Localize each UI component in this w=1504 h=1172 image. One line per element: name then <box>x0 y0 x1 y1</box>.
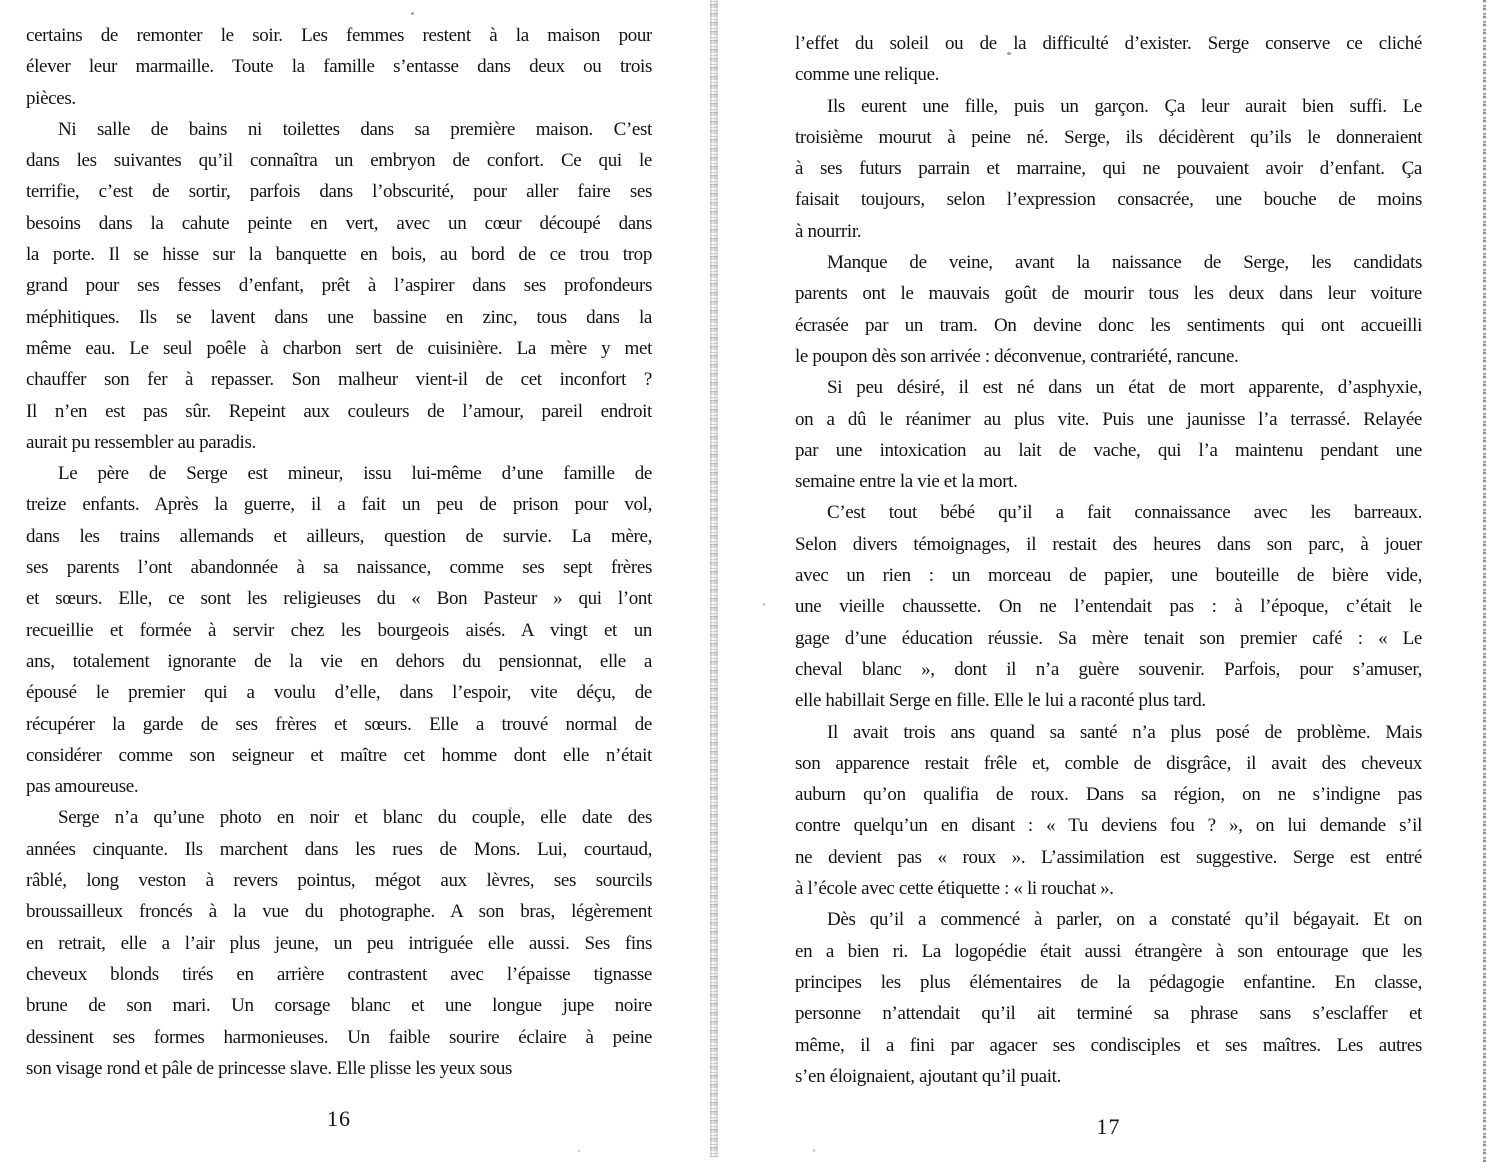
scan-speck <box>578 1150 580 1152</box>
text-line: terrifie, c’est de sortir, parfois dans l’obscurité, pour aller faire ses <box>26 181 652 203</box>
text-line: à ses futurs parrain et marraine, qui ne pouvaient avoir d’enfant. Ça <box>795 158 1422 180</box>
text-line: par une intoxication au lait de vache, qui l’a maintenu pendant une <box>795 439 1422 461</box>
text-line: râblé, long veston à revers pointus, mégot aux lèvres, ses sourcils <box>26 870 652 892</box>
text-line: grand pour ses fesses d’enfant, prêt à l’aspirer dans ses profondeurs <box>26 275 652 297</box>
text-line: certains de remonter le soir. Les femmes restent à la maison pour <box>26 25 652 46</box>
scan-speck <box>509 807 512 809</box>
text-line: Dès qu’il a commencé à parler, on a constaté qu’il bégayait. Et on <box>827 909 1422 931</box>
text-line: Si peu désiré, il est né dans un état de mort apparente, d’asphyxie, <box>827 377 1422 399</box>
scan-speck <box>1007 52 1011 55</box>
text-line: semaine entre la vie et la mort. <box>795 471 1018 493</box>
text-line: même eau. Le seul poêle à charbon sert de cuisinière. La mère y met <box>26 337 652 359</box>
text-line: son apparence restait frêle et, comble de disgrâce, il avait des cheveux <box>795 752 1422 774</box>
text-line: C’est tout bébé qu’il a fait connaissance avec les barreaux. <box>827 502 1422 524</box>
text-line: troisième mourut à peine né. Serge, ils décidèrent qu’ils le donneraient <box>795 126 1422 148</box>
text-line: méphitiques. Ils se lavent dans une bassine en zinc, tous dans la <box>26 306 652 328</box>
scan-speck <box>411 12 414 15</box>
text-line: ans, totalement ignorante de la vie en dehors du pensionnat, elle a <box>26 650 652 672</box>
text-line: broussailleux froncés à la vue du photographe. A son bras, légèrement <box>26 901 652 923</box>
text-line: Ni salle de bains ni toilettes dans sa première maison. C’est <box>58 118 652 140</box>
text-line: écrasée par un tram. On devine donc les sentiments qui ont accueilli <box>795 314 1422 336</box>
page-edge-shadow <box>1483 0 1486 1162</box>
text-line: considérer comme son seigneur et maître cet homme dont elle n’était <box>26 744 652 766</box>
text-line: comme une relique. <box>795 64 940 86</box>
text-line: auburn qu’on qualifia de roux. Dans sa région, on ne s’indigne pas <box>795 784 1422 806</box>
text-line: chauffer son fer à repasser. Son malheur vient-il de cet inconfort ? <box>26 369 652 391</box>
text-line: recueillie et formée à servir chez les bourgeois aisés. A vingt et un <box>26 619 652 641</box>
text-line: son visage rond et pâle de princesse slave. Elle plisse les yeux sous <box>26 1057 513 1079</box>
text-line: Selon divers témoignages, il restait des heures dans son parc, à jouer <box>795 533 1422 555</box>
text-line: dessinent ses formes harmonieuses. Un faible sourire éclaire à peine <box>26 1026 652 1048</box>
page-number-17: 17 <box>1096 1114 1121 1139</box>
book-gutter-shadow <box>710 0 718 1157</box>
page-16-text-column <box>26 20 652 1084</box>
text-line: Manque de veine, avant la naissance de Serge, les candidats <box>827 252 1422 274</box>
text-line: épousé le premier qui a voulu d’elle, dans l’espoir, vite déçu, de <box>26 682 652 704</box>
text-line: personne n’attendait qu’il ait terminé sa phrase sans s’esclaffer et <box>795 1003 1422 1025</box>
text-line: récupérer la garde de ses frères et sœurs. Elle a trouvé normal de <box>26 713 652 735</box>
text-line: brune de son mari. Un corsage blanc et une longue jupe noire <box>26 995 652 1017</box>
text-line: en retrait, elle a l’air plus jeune, un peu intriguée elle aussi. Ses fins <box>26 932 652 954</box>
text-line: contre quelqu’un en disant : « Tu deviens fou ? », on lui demande s’il <box>795 815 1422 837</box>
text-line: élever leur marmaille. Toute la famille s’entasse dans deux ou trois <box>26 56 652 78</box>
text-line: Ils eurent une fille, puis un garçon. Ça leur aurait bien suffi. Le <box>827 95 1422 117</box>
text-line: faisait toujours, selon l’expression consacrée, une bouche de moins <box>795 189 1422 211</box>
text-line: dans les suivantes qu’il connaîtra un embryon de confort. Ce qui le <box>26 150 652 172</box>
text-line: la porte. Il se hisse sur la banquette en bois, au bord de ce trou trop <box>26 244 652 266</box>
text-line: et sœurs. Elle, ce sont les religieuses du « Bon Pasteur » qui l’ont <box>26 588 652 610</box>
text-line: cheval blanc », dont il n’a guère souvenir. Parfois, pour s’amuser, <box>795 658 1422 680</box>
text-line: à l’école avec cette étiquette : « li rouchat ». <box>795 878 1114 900</box>
text-line: une vieille chaussette. On ne l’entendait pas : à l’époque, c’était le <box>795 596 1422 618</box>
text-line: à nourrir. <box>795 220 862 242</box>
text-line: Serge n’a qu’une photo en noir et blanc du couple, elle date des <box>58 807 652 829</box>
text-line: Il avait trois ans quand sa santé n’a plus posé de problème. Mais <box>827 721 1422 743</box>
text-line: besoins dans la cahute peinte en vert, avec un cœur découpé dans <box>26 212 652 234</box>
text-line: avec un rien : un morceau de papier, une bouteille de bière vide, <box>795 565 1422 587</box>
text-line: l’effet du soleil ou de la difficulté d’exister. Serge conserve ce cliché <box>795 33 1422 54</box>
text-line: dans les trains allemands et ailleurs, question de survie. La mère, <box>26 525 652 547</box>
text-line: ne devient pas « roux ». L’assimilation est suggestive. Serge est entré <box>795 846 1422 868</box>
scan-speck <box>813 1149 815 1152</box>
text-line: aurait pu ressembler au paradis. <box>26 431 256 453</box>
text-line: Le père de Serge est mineur, issu lui-même d’une famille de <box>58 463 652 485</box>
text-line: parents ont le mauvais goût de mourir tous les deux dans leur voiture <box>795 283 1422 305</box>
text-line: pièces. <box>26 87 76 109</box>
text-line: treize enfants. Après la guerre, il a fait un peu de prison pour vol, <box>26 494 652 516</box>
text-line: en a bien ri. La logopédie était aussi étrangère à son entourage que les <box>795 940 1422 962</box>
text-line: principes les plus élémentaires de la pédagogie enfantine. En classe, <box>795 971 1422 993</box>
text-line: elle habillait Serge en fille. Elle le lui a raconté plus tard. <box>795 690 1206 712</box>
text-line: pas amoureuse. <box>26 776 139 798</box>
scan-speck <box>763 603 765 606</box>
text-line: années cinquante. Ils marchent dans les rues de Mons. Lui, courtaud, <box>26 838 652 860</box>
page-number-16: 16 <box>327 1106 351 1131</box>
text-line: cheveux blonds tirés en arrière contrastent avec l’épaisse tignasse <box>26 963 652 985</box>
text-line: gage d’une éducation réussie. Sa mère tenait son premier café : « Le <box>795 627 1422 649</box>
text-line: Il n’en est pas sûr. Repeint aux couleurs de l’amour, pareil endroit <box>26 400 652 422</box>
text-line: le poupon dès son arrivée : déconvenue, contrariété, rancune. <box>795 345 1239 367</box>
text-line: on a dû le réanimer au plus vite. Puis une jaunisse l’a terrassé. Relayée <box>795 408 1422 430</box>
text-line: ses parents l’ont abandonnée à sa naissance, comme ses sept frères <box>26 557 652 579</box>
page-17-text-column <box>795 28 1422 1092</box>
text-line: s’en éloignaient, ajoutant qu’il puait. <box>795 1065 1061 1087</box>
text-line: même, il a fini par agacer ses condisciples et ses maîtres. Les autres <box>795 1034 1422 1056</box>
